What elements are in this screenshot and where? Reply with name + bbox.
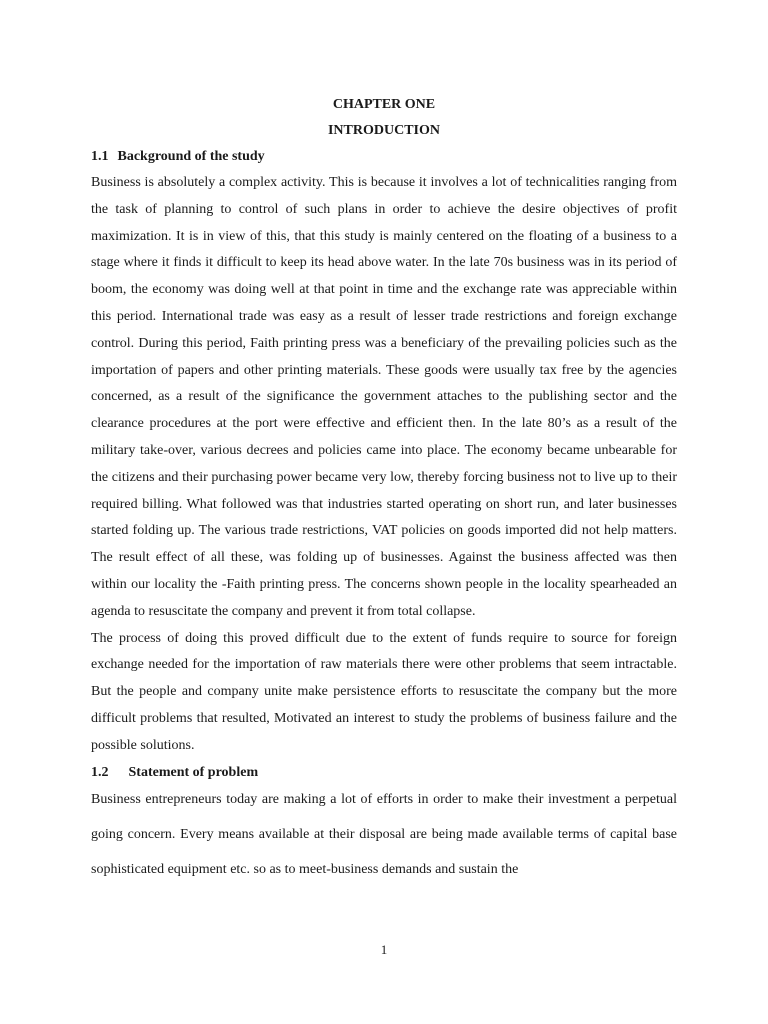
section-title: Statement of problem	[128, 764, 259, 780]
page-number: 1	[380, 942, 388, 957]
section-number: 1.2	[91, 764, 109, 780]
section-title: Background of the study	[117, 149, 265, 164]
section-statement-of-problem	[91, 760, 677, 887]
section-heading	[91, 144, 677, 170]
document-page	[91, 92, 677, 887]
paragraph: Business is absolutely a complex activity. This is because it involves a lot of technicalities ranging from the task of planning to control of such plans in order to achieve the desire objectives of profit maximization. It is in view of this, that this study is mainly centered on the floating of a business to a stage where it finds it difficult to keep its head above water. In the late 70s business was in its period of boom, the economy was doing well at that point in time and the exchange rate was appreciable within this period. International trade was easy as a result of lesser trade restrictions and foreign exchange control. During this period, Faith printing press was a beneficiary of the prevailing policies such as the importation of papers and other printing materials. These goods were usually tax free by the agencies concerned, as a result of the significance the government attaches to the publishing sector and the clearance procedures at the port were effective and efficient then. In the late 80’s as a result of the military take-over, various decrees and policies came into place. The economy became unbearable for the citizens and their purchasing power became very low, thereby forcing business not to live up to their required billing. What followed was that industries started operating on short run, and later businesses started folding up. The various trade restrictions, VAT policies on goods imported did not help matters. The result effect of all these, was folding up of businesses. Against the business affected was then within our locality the -Faith printing press. The concerns shown people in the locality spearheaded an agenda to resuscitate the company and prevent it from total collapse.	[91, 175, 677, 619]
section-number: 1.1	[91, 149, 109, 164]
paragraph: Business entrepreneurs today are making a lot of efforts in order to make their investment a perpetual going concern. Every means available at their disposal are being made available terms of capital base sophisticated equipment etc. so as to meet-business demands and sustain the	[91, 791, 677, 877]
chapter-label: CHAPTER ONE	[332, 97, 436, 112]
chapter-title: INTRODUCTION	[327, 123, 440, 138]
paragraph: The process of doing this proved difficult due to the extent of funds require to source for foreign exchange needed for the importation of raw materials there were other problems that seem intractable. But the people and company unite make persistence efforts to resuscitate the company but the more difficult problems that resulted, Motivated an interest to study the problems of business failure and the possible solutions.	[91, 630, 677, 753]
section-background	[91, 144, 677, 760]
